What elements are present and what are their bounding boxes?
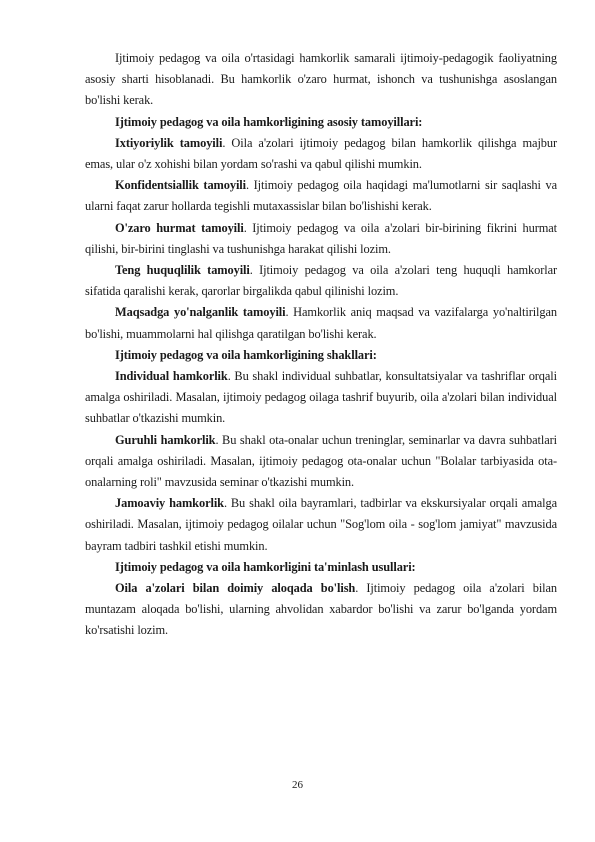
section-heading-forms: [85, 345, 557, 366]
section-heading-principles: [85, 112, 557, 133]
term-label: Teng huquqlilik tamoyili: [115, 263, 250, 278]
intro-paragraph: [85, 48, 557, 112]
paragraph-text: . Bu shakl ota-onalar uchun treninglar, seminarlar va davra suhbatlari orqali amalga oshiriladi. Masalan, ijtimoiy pedagog ota-onalar uchun "Bolalar tarbiyasida ota-onalarning roli" mavzusida seminar o'tkazishi mumkin.: [85, 432, 557, 490]
paragraph-text: . Ijtimoiy pedagog oila a'zolari bilan muntazam aloqada bo'lishi, ularning ahvolidan xabardor bo'lishi va zarur bo'lganda yordam ko'rsatishi lozim.: [85, 581, 558, 638]
paragraph-text: . Ijtimoiy pedagog oila haqidagi ma'lumotlarni sir saqlashi va ularni faqat zarur hollarda tegishli mutaxassislar bilan bo'lishishi kerak.: [85, 178, 557, 214]
term-label: Maqsadga yo'nalganlik tamoyili: [115, 305, 286, 320]
page-content: [85, 48, 557, 642]
section-heading-text: Ijtimoiy pedagog va oila hamkorligining asosiy tamoyillari:: [115, 114, 423, 129]
paragraph-text: . Hamkorlik aniq maqsad va vazifalarga yo'naltirilgan bo'lishi, muammolarni hal qilishga qaratilgan bo'lishi kerak.: [85, 305, 557, 341]
term-label: Oila a'zolari bilan doimiy aloqada bo'lish: [115, 581, 356, 596]
paragraph-text: . Bu shakl individual suhbatlar, konsultatsiyalar va tashriflar orqali amalga oshiriladi. Masalan, ijtimoiy pedagog oilaga tashrif buyurib, oila a'zolari bilan individual suhbatlar o'tkazishi mumkin.: [85, 369, 557, 426]
section-heading-text: Ijtimoiy pedagog va oila hamkorligini ta'minlash usullari:: [115, 559, 416, 574]
term-label: Jamoaviy hamkorlik: [115, 496, 224, 511]
form-collective: [85, 493, 557, 557]
paragraph-text: . Ijtimoiy pedagog va oila a'zolari teng huquqli hamkorlar sifatida qaralishi kerak, qarorlar birgalikda qabul qilinishi lozim.: [85, 263, 557, 299]
paragraph-text: . Oila a'zolari ijtimoiy pedagog bilan hamkorlik qilishga majbur emas, ular o'z xohishi bilan yordam so'rashi va qabul qilishi mumkin.: [85, 135, 557, 172]
form-individual: [85, 366, 557, 430]
term-label: Individual hamkorlik: [115, 369, 228, 384]
principle-goal-orientation: [85, 302, 557, 344]
page-number: 26: [292, 779, 303, 791]
term-label: Guruhli hamkorlik: [115, 432, 216, 447]
principle-voluntariness: [85, 133, 557, 175]
term-label: Ixtiyoriylik tamoyili: [115, 135, 223, 150]
term-label: O'zaro hurmat tamoyili: [115, 220, 244, 235]
section-heading-methods: [85, 557, 557, 578]
paragraph-text: Ijtimoiy pedagog va oila o'rtasidagi hamkorlik samarali ijtimoiy-pedagogik faoliyatning asosiy sharti hisoblanadi. Bu hamkorlik o'zaro hurmat, ishonch va tushunishga asoslangan bo'lishi kerak.: [85, 51, 557, 108]
paragraph-text: . Ijtimoiy pedagog va oila a'zolari bir-birining fikrini hurmat qilishi, bir-birini tinglashi va tushunishga harakat qilishi lozim.: [85, 220, 558, 256]
paragraph-text: . Bu shakl oila bayramlari, tadbirlar va ekskursiyalar orqali amalga oshiriladi. Masalan, ijtimoiy pedagog oilalar uchun "Sog'lom oila - sog'lom jamiyat" mavzusida bayram tadbiri tashkil etishi mumkin.: [85, 496, 557, 553]
principle-mutual-respect: [85, 218, 557, 260]
method-regular-contact: [85, 578, 557, 642]
principle-confidentiality: [85, 175, 557, 217]
principle-equality: [85, 260, 557, 302]
form-group: [85, 430, 557, 494]
section-heading-text: Ijtimoiy pedagog va oila hamkorligining shakllari:: [115, 347, 377, 362]
term-label: Konfidentsiallik tamoyili: [115, 178, 246, 193]
